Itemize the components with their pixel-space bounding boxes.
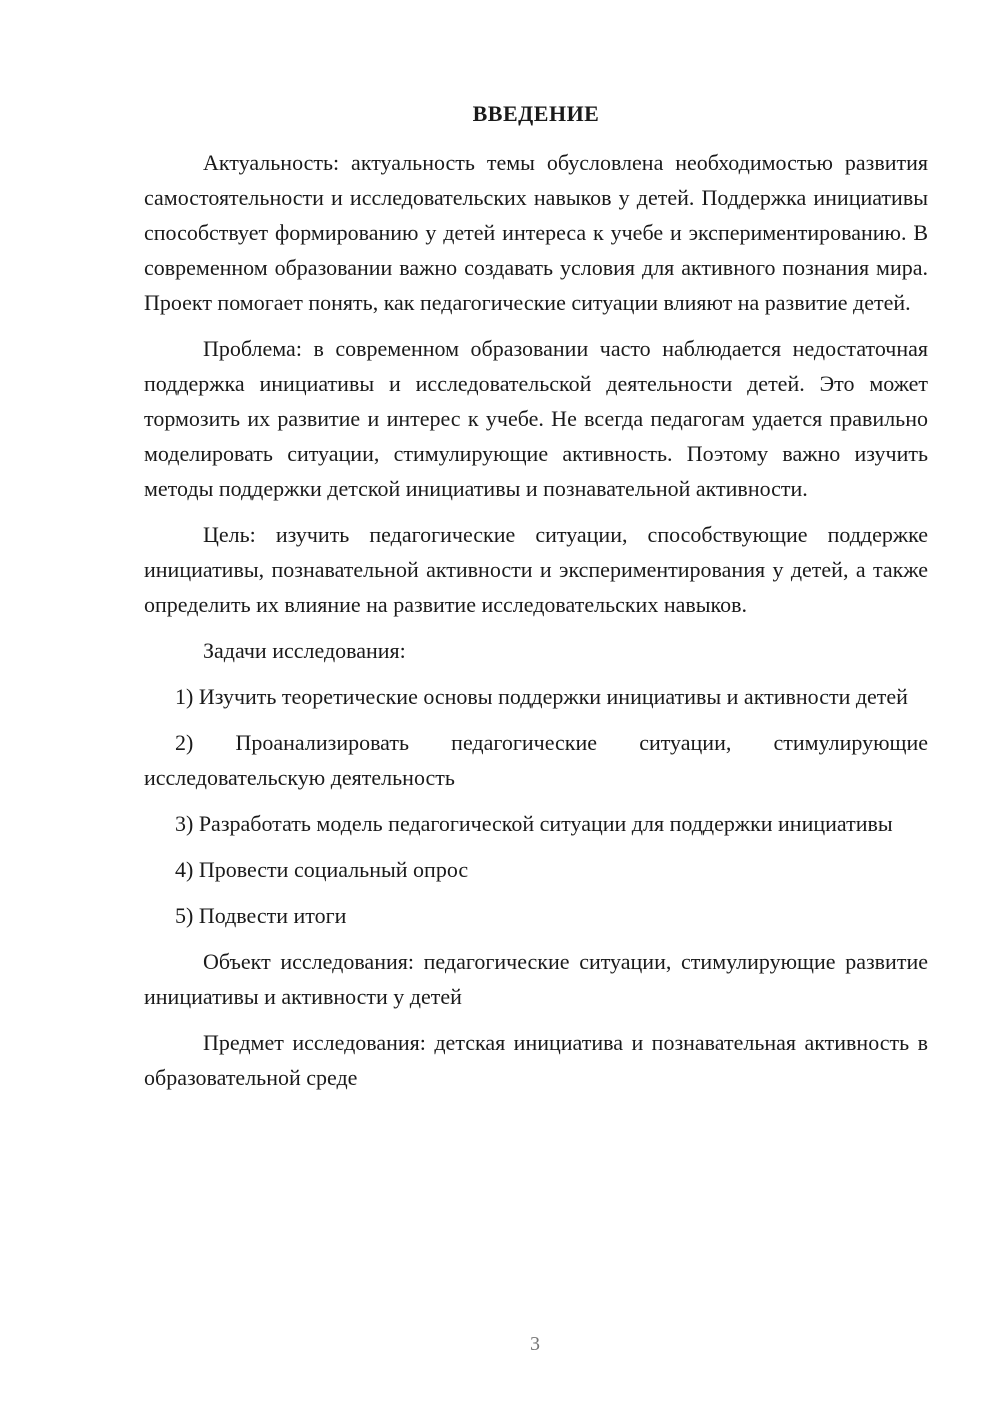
- task-item-4: 4) Провести социальный опрос: [175, 857, 469, 882]
- object-paragraph: Объект исследования: педагогические ситуации, стимулирующие развитие инициативы и активности у детей: [144, 949, 928, 1009]
- document-page: [144, 96, 928, 1106]
- task-item-1: 1) Изучить теоретические основы поддержки инициативы и активности детей: [175, 684, 908, 709]
- goal-paragraph: Цель: изучить педагогические ситуации, способствующие поддержке инициативы, познавательной активности и экспериментирования у детей, а также определить их влияние на развитие исследовательских навыков.: [144, 522, 928, 617]
- task-item-3: 3) Разработать модель педагогической ситуации для поддержки инициативы: [175, 811, 893, 836]
- page-number: 3: [530, 1333, 540, 1355]
- tasks-label: Задачи исследования:: [203, 638, 406, 663]
- section-heading: ВВЕДЕНИЕ: [472, 101, 600, 126]
- relevance-paragraph: Актуальность: актуальность темы обусловлена необходимостью развития самостоятельности и исследовательских навыков у детей. Поддержка инициативы способствует формированию у детей интереса к учебе и экспериментированию. В современном образовании важно создавать условия для активного познания мира. Проект помогает понять, как педагогические ситуации влияют на развитие детей.: [144, 150, 928, 315]
- subject-paragraph: Предмет исследования: детская инициатива и познавательная активность в образовательной среде: [144, 1030, 928, 1090]
- task-item-2: 2) Проанализировать педагогические ситуации, стимулирующие исследовательскую деятельность: [144, 730, 928, 790]
- task-item-5: 5) Подвести итоги: [175, 903, 347, 928]
- problem-paragraph: Проблема: в современном образовании часто наблюдается недостаточная поддержка инициативы и исследовательской деятельности детей. Это может тормозить их развитие и интерес к учебе. Не всегда педагогам удается правильно моделировать ситуации, стимулирующие активность. Поэтому важно изучить методы поддержки детской инициативы и познавательной активности.: [144, 336, 928, 501]
